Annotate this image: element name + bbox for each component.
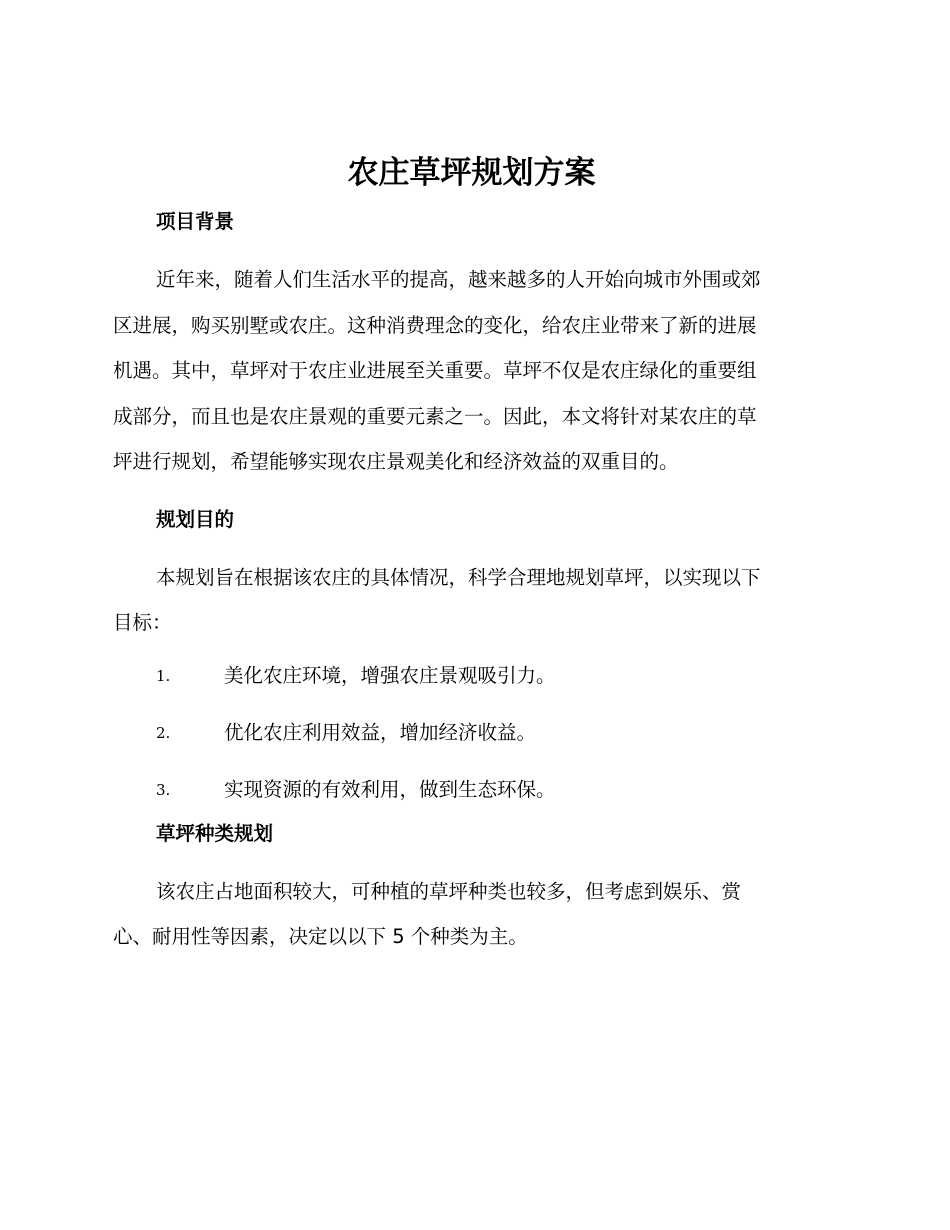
paragraph-line: 机遇。其中，草坪对于农庄业进展至关重要。草坪不仅是农庄绿化的重要组 <box>113 359 757 382</box>
lawn-types-paragraph <box>113 869 830 960</box>
list-item-text: 实现资源的有效利用，做到生态环保。 <box>224 777 556 801</box>
paragraph-line: 该农庄占地面积较大，可种植的草坪种类也较多，但考虑到娱乐、赏 <box>156 879 742 903</box>
section-heading-lawn-types: 草坪种类规划 <box>156 821 274 845</box>
list-item-text: 优化农庄利用效益，增加经济收益。 <box>224 720 537 744</box>
list-item <box>113 720 830 777</box>
list-item-number: 3. <box>156 780 171 799</box>
list-item-number: 2. <box>156 723 171 742</box>
list-item <box>113 663 830 720</box>
document-title: 农庄草坪规划方案 <box>347 155 596 191</box>
document-body <box>113 152 830 960</box>
section-heading-purpose: 规划目的 <box>156 507 235 531</box>
paragraph-line: 区进展，购买别墅或农庄。这种消费理念的变化，给农庄业带来了新的进展 <box>113 313 757 337</box>
background-paragraph <box>113 257 830 485</box>
purpose-paragraph <box>113 555 830 646</box>
paragraph-line: 坪进行规划，希望能够实现农庄景观美化和经济效益的双重目的。 <box>113 450 679 473</box>
purpose-list <box>113 663 830 834</box>
paragraph-line: 心、耐用性等因素，决定以以下 5 个种类为主。 <box>113 925 528 948</box>
paragraph-line: 成部分，而且也是农庄景观的重要元素之一。因此，本文将针对某农庄的草 <box>113 404 757 428</box>
list-item-number: 1. <box>156 666 171 685</box>
section-heading-background: 项目背景 <box>156 210 235 233</box>
paragraph-line: 目标： <box>113 611 172 634</box>
paragraph-line: 本规划旨在根据该农庄的具体情况，科学合理地规划草坪，以实现以下 <box>156 565 761 589</box>
list-item <box>113 777 830 834</box>
list-item-text: 美化农庄环境，增强农庄景观吸引力。 <box>224 663 556 687</box>
paragraph-line: 近年来，随着人们生活水平的提高，越来越多的人开始向城市外围或郊 <box>156 268 761 291</box>
